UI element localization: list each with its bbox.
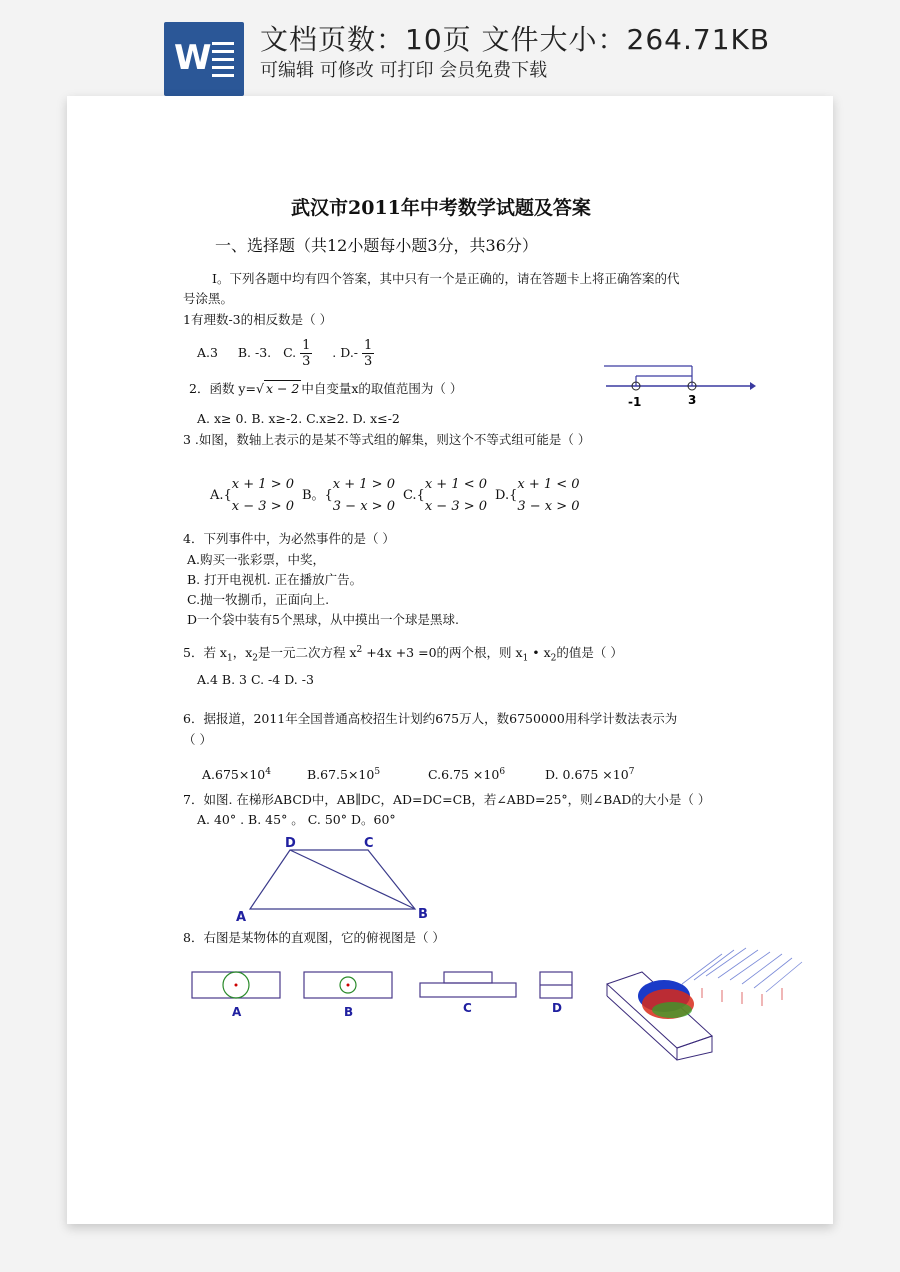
hatch-lines-red <box>702 988 782 1006</box>
object-3d-figure <box>602 944 812 1064</box>
question-4-option-a: A.购买一张彩票，中奖， <box>187 552 326 567</box>
question-4-option-b: B. 打开电视机. 正在播放广告。 <box>187 572 363 587</box>
number-line-figure <box>600 358 760 412</box>
intro-line-2: 号涂黑。 <box>183 291 234 306</box>
question-4-option-c: C.抛一牧捌币，正面向上. <box>187 592 330 607</box>
option-d-figure <box>540 972 572 1015</box>
question-3-options <box>210 474 580 518</box>
q3-option-c: C.{x + 1 < 0 x − 3 > 0 <box>402 477 488 514</box>
top-view-options <box>187 964 607 1026</box>
question-7-options: A. 40° . B. 45° 。 C. 50° D。60° <box>197 812 396 827</box>
word-icon-letter: W <box>174 38 212 78</box>
document-page <box>67 96 833 1224</box>
q3-option-d: D.{x + 1 < 0 3 − x > 0 <box>494 477 580 514</box>
number-line-label-left: -1 <box>628 395 642 409</box>
option-d-label: D <box>552 1001 562 1015</box>
question-1-options: A.3 B. -3. C. $\frac{1}{3}$ . D.- $\frac{1}{3}$ <box>197 338 373 369</box>
vertex-label-a: A <box>236 910 247 925</box>
diagonal-bd <box>290 850 415 909</box>
option-b-label: B <box>344 1005 354 1019</box>
question-8: 8．右图是某物体的直观图，它的俯视图是（ ） <box>183 930 445 945</box>
question-6-line-1: 6．据报道，2011年全国普通高校招生计划约675万人，数6750000用科学计数法表示为 <box>183 711 678 726</box>
question-6-options: $A.675\times 10^4$ $B.67.5\times 10^5$ $C.6.75 \times 10^6$ D. $0.675 \times 10^7$ <box>202 767 635 783</box>
download-banner <box>0 0 900 100</box>
option-c-figure <box>420 972 516 1015</box>
banner-file-info: 文档页数：10页 文件大小：264.71KB <box>260 23 771 56</box>
question-3: 3 .如图，数轴上表示的是某不等式组的解集，则这个不等式组可能是（ ） <box>183 432 591 447</box>
hatch-lines <box>682 948 802 992</box>
trapezoid-outline <box>250 850 415 909</box>
arrow-icon <box>750 382 756 390</box>
question-5: 5．若 $x_1$，$x_2$是一元二次方程 $x^2 +4x +3 =0$的两个根，则 $x_1$ • $x_2$的值是（ ） <box>183 645 623 664</box>
question-2-options: A. x≥ 0. B. x≥-2. C.x≥2. D. x≤-2 <box>197 411 400 426</box>
page-title: 武汉市2011年中考数学试题及答案 <box>291 197 591 219</box>
option-c-label: C <box>463 1001 472 1015</box>
vertex-label-d: D <box>285 836 296 851</box>
trapezoid-figure <box>230 834 440 926</box>
option-a-figure <box>192 972 280 1019</box>
option-a-label: A <box>232 1005 242 1019</box>
option-b-figure <box>304 972 392 1019</box>
question-7: 7．如图. 在梯形ABCD中，AB∥DC，AD=DC=CB，若∠ABD=25°，则∠BAD的大小是（ ） <box>183 792 711 807</box>
question-5-options: A.4 B. 3 C. -4 D. -3 <box>197 672 314 687</box>
cylinder-base <box>652 1002 692 1018</box>
number-line-label-right: 3 <box>688 393 697 407</box>
vertex-label-b: B <box>418 907 428 922</box>
question-2: 2．函数 y=√ x − 2 中自变量x的取值范围为（ ） <box>189 381 463 396</box>
section-heading: 一、选择题（共12小题每小题3分，共36分） <box>215 236 538 255</box>
vertex-label-c: C <box>364 836 374 851</box>
question-6-line-2: （ ） <box>183 732 212 747</box>
question-4: 4．下列事件中，为必然事件的是（ ） <box>183 531 395 546</box>
word-document-icon <box>164 22 244 96</box>
question-4-option-d: D一个袋中装有5个黑球，从中摸出一个球是黑球. <box>187 612 459 627</box>
q3-option-b: B。{x + 1 > 0 3 − x > 0 <box>301 477 395 514</box>
intro-line-1: I。下列各题中均有四个答案，其中只有一个是正确的，请在答题卡上将正确答案的代 <box>212 271 680 286</box>
q3-option-a: A.{x + 1 > 0 x − 3 > 0 <box>210 477 294 514</box>
question-1: 1有理数-3的相反数是（ ） <box>183 312 333 327</box>
banner-features: 可编辑 可修改 可打印 会员免费下载 <box>260 60 548 81</box>
